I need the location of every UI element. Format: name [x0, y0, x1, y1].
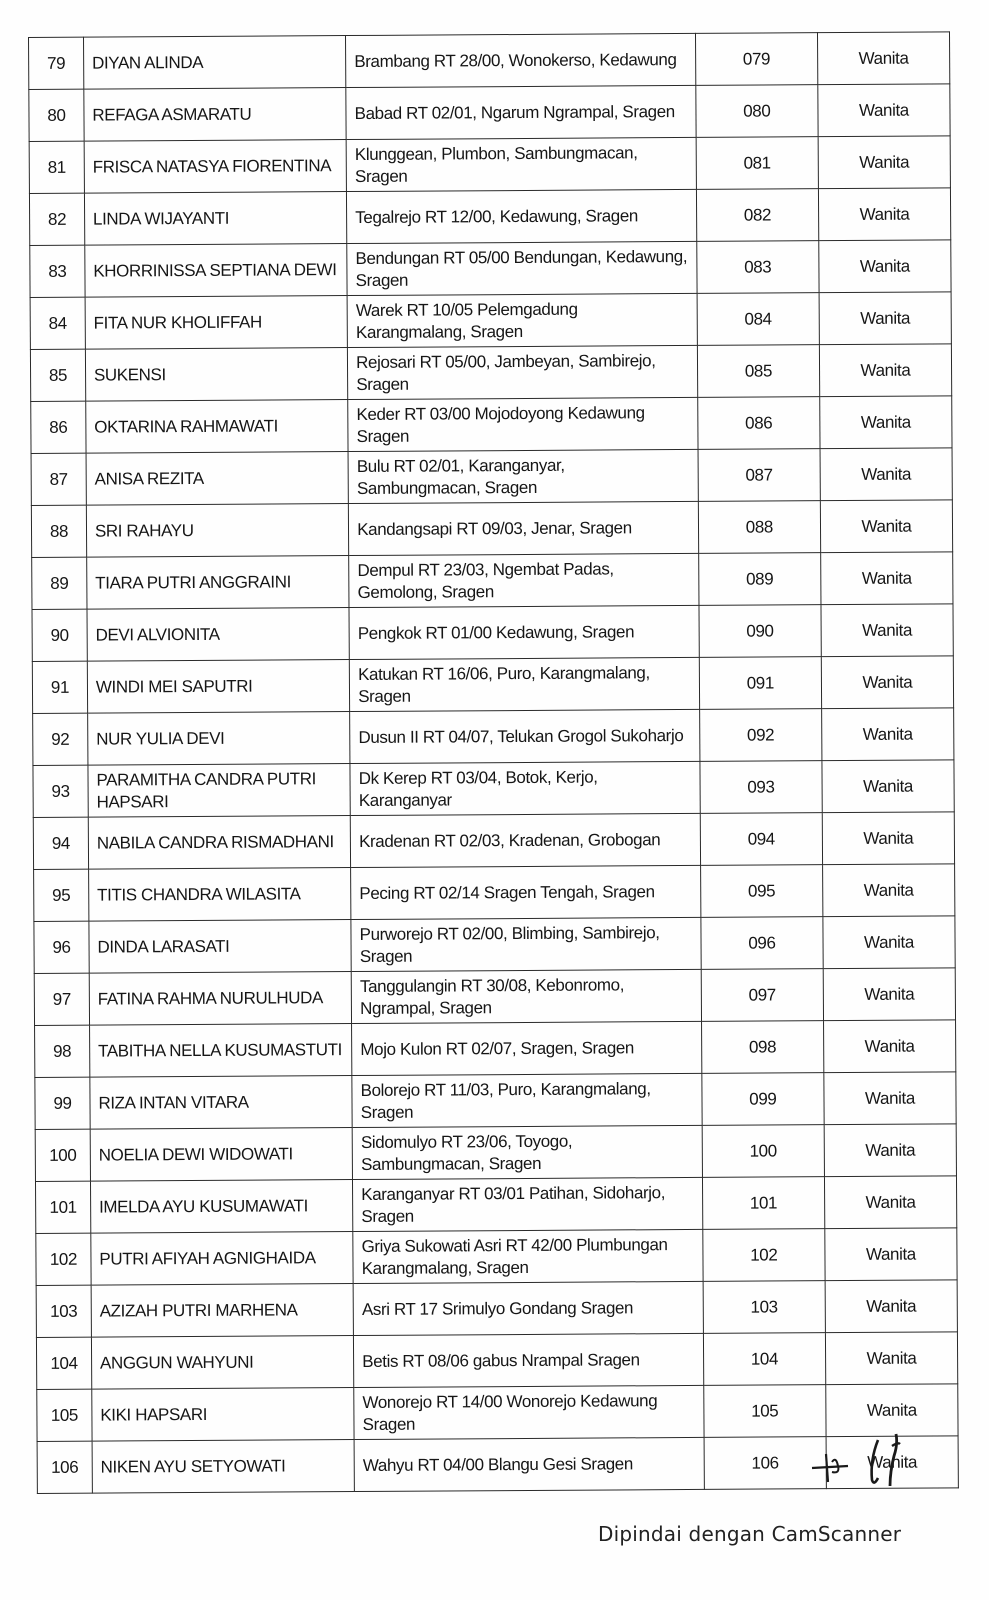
- row-number: 104: [36, 1337, 91, 1389]
- table-row: [33, 760, 954, 818]
- participant-gender: Wanita: [826, 1436, 958, 1489]
- participant-name: SRI RAHAYU: [86, 504, 349, 558]
- row-number: 90: [32, 609, 87, 661]
- participant-gender: Wanita: [819, 292, 951, 345]
- participant-name: NUR YULIA DEVI: [88, 712, 351, 766]
- participant-address: Klunggean, Plumbon, Sambungmacan, Sragen: [346, 137, 696, 191]
- participant-address: Karanganyar RT 03/01 Patihan, Sidoharjo, Sragen: [353, 1177, 703, 1231]
- row-number: 91: [32, 661, 87, 713]
- participant-address: Bolorejo RT 11/03, Puro, Karangmalang, Sragen: [352, 1073, 702, 1127]
- table-row: [35, 1020, 956, 1078]
- participant-address: Babad RT 02/01, Ngarum Ngrampal, Sragen: [346, 85, 696, 139]
- participant-code: 101: [702, 1177, 824, 1230]
- row-number: 81: [29, 141, 84, 193]
- participant-code: 095: [700, 865, 822, 918]
- participant-code: 102: [703, 1229, 825, 1282]
- participant-name: TIARA PUTRI ANGGRAINI: [87, 556, 350, 610]
- table-row: [34, 864, 955, 922]
- row-number: 105: [37, 1389, 92, 1441]
- participant-code: 093: [700, 761, 822, 814]
- participant-name: DIYAN ALINDA: [83, 36, 346, 90]
- participant-gender: Wanita: [819, 344, 951, 397]
- participant-gender: Wanita: [817, 32, 949, 85]
- participant-address: Brambang RT 28/00, Wonokerso, Kedawung: [346, 33, 696, 87]
- participant-gender: Wanita: [821, 656, 953, 709]
- handwritten-initials-icon: [808, 1432, 918, 1492]
- row-number: 82: [29, 193, 84, 245]
- table-row: [31, 500, 952, 558]
- row-number: 92: [33, 713, 88, 765]
- table-row: [34, 968, 955, 1026]
- row-number: 97: [34, 973, 89, 1025]
- participant-name: NIKEN AYU SETYOWATI: [92, 1440, 355, 1494]
- table-body: [29, 32, 959, 1494]
- table-row: [31, 448, 952, 506]
- participant-code: 096: [701, 917, 823, 970]
- participant-name: FITA NUR KHOLIFFAH: [85, 296, 348, 350]
- table-row: [35, 1176, 956, 1234]
- table-row: [32, 604, 953, 662]
- row-number: 84: [30, 297, 85, 349]
- participant-name: ANGGUN WAHYUNI: [91, 1336, 354, 1390]
- participant-address: Asri RT 17 Srimulyo Gondang Sragen: [353, 1281, 703, 1335]
- row-number: 98: [35, 1025, 90, 1077]
- participant-address: Keder RT 03/00 Mojodoyong Kedawung Sragen: [348, 397, 698, 451]
- participant-gender: Wanita: [821, 604, 953, 657]
- table-row: [30, 240, 951, 298]
- participant-gender: Wanita: [826, 1384, 958, 1437]
- table-row: [36, 1332, 957, 1390]
- participant-code: 098: [701, 1021, 823, 1074]
- participant-code: 092: [699, 709, 821, 762]
- participant-code: 090: [699, 605, 821, 658]
- row-number: 89: [32, 557, 87, 609]
- row-number: 87: [31, 453, 86, 505]
- participant-address: Tegalrejo RT 12/00, Kedawung, Sragen: [347, 189, 697, 243]
- table-row: [32, 552, 953, 610]
- participant-name: OKTARINA RAHMAWATI: [86, 400, 349, 454]
- participant-name: TITIS CHANDRA WILASITA: [88, 868, 351, 922]
- participant-code: 103: [703, 1281, 825, 1334]
- participant-name: REFAGA ASMARATU: [84, 88, 347, 142]
- participant-code: 105: [704, 1385, 826, 1438]
- participant-code: 104: [703, 1333, 825, 1386]
- participant-address: Purworejo RT 02/00, Blimbing, Sambirejo, Sragen: [351, 917, 701, 971]
- participant-address: Kradenan RT 02/03, Kradenan, Grobogan: [350, 813, 700, 867]
- participant-gender: Wanita: [824, 1124, 956, 1177]
- participant-gender: Wanita: [822, 760, 954, 813]
- table-row: [30, 292, 951, 350]
- participant-code: 084: [697, 293, 819, 346]
- participant-gender: Wanita: [820, 396, 952, 449]
- table-row: [33, 812, 954, 870]
- participant-address: Tanggulangin RT 30/08, Kebonromo, Ngrampal, Sragen: [351, 969, 701, 1023]
- participant-code: 081: [696, 137, 818, 190]
- participant-code: 100: [702, 1125, 824, 1178]
- participant-address: Kandangsapi RT 09/03, Jenar, Sragen: [349, 501, 699, 555]
- participant-name: RIZA INTAN VITARA: [90, 1076, 353, 1130]
- row-number: 86: [31, 401, 86, 453]
- participant-name: PUTRI AFIYAH AGNIGHAIDA: [91, 1232, 354, 1286]
- table-row: [30, 344, 951, 402]
- participant-address: Griya Sukowati Asri RT 42/00 Plumbungan Karangmalang, Sragen: [353, 1229, 703, 1283]
- participant-gender: Wanita: [824, 1176, 956, 1229]
- participant-gender: Wanita: [822, 812, 954, 865]
- row-number: 101: [35, 1181, 90, 1233]
- row-number: 93: [33, 765, 88, 817]
- participant-address: Pengkok RT 01/00 Kedawung, Sragen: [349, 605, 699, 659]
- table-row: [36, 1280, 957, 1338]
- participant-address: Pecing RT 02/14 Sragen Tengah, Sragen: [351, 865, 701, 919]
- participant-gender: Wanita: [822, 864, 954, 917]
- row-number: 102: [36, 1233, 91, 1285]
- participant-code: 091: [699, 657, 821, 710]
- participant-name: IMELDA AYU KUSUMAWATI: [90, 1180, 353, 1234]
- row-number: 79: [29, 37, 84, 89]
- participant-address: Bulu RT 02/01, Karanganyar, Sambungmacan, Sragen: [348, 449, 698, 503]
- table-row: [35, 1072, 956, 1130]
- participant-code: 082: [696, 189, 818, 242]
- participant-name: LINDA WIJAYANTI: [84, 192, 347, 246]
- participant-name: PARAMITHA CANDRA PUTRI HAPSARI: [88, 764, 351, 818]
- participant-name: DINDA LARASATI: [89, 920, 352, 974]
- participant-address: Wonorejo RT 14/00 Wonorejo Kedawung Sragen: [354, 1385, 704, 1439]
- participant-gender: Wanita: [821, 708, 953, 761]
- participant-gender: Wanita: [818, 84, 950, 137]
- participant-code: 087: [698, 449, 820, 502]
- participant-name: TABITHA NELLA KUSUMASTUTI: [89, 1024, 352, 1078]
- participant-gender: Wanita: [825, 1228, 957, 1281]
- participant-name: ANISA REZITA: [86, 452, 349, 506]
- table-row: [29, 32, 950, 90]
- participant-name: NABILA CANDRA RISMADHANI: [88, 816, 351, 870]
- participant-gender: Wanita: [825, 1280, 957, 1333]
- row-number: 94: [33, 817, 88, 869]
- participant-code: 085: [697, 345, 819, 398]
- participant-code: 086: [698, 397, 820, 450]
- participant-gender: Wanita: [823, 1020, 955, 1073]
- participant-address: Warek RT 10/05 Pelemgadung Karangmalang, Sragen: [347, 293, 697, 347]
- participant-name: AZIZAH PUTRI MARHENA: [91, 1284, 354, 1338]
- participant-code: 089: [699, 553, 821, 606]
- table-row: [29, 136, 950, 194]
- table-row: [31, 396, 952, 454]
- participant-gender: Wanita: [818, 136, 950, 189]
- participant-gender: Wanita: [819, 240, 951, 293]
- participant-gender: Wanita: [825, 1332, 957, 1385]
- participant-gender: Wanita: [823, 916, 955, 969]
- participant-name: FATINA RAHMA NURULHUDA: [89, 972, 352, 1026]
- row-number: 80: [29, 89, 84, 141]
- participant-gender: Wanita: [824, 1072, 956, 1125]
- participant-name: WINDI MEI SAPUTRI: [87, 660, 350, 714]
- row-number: 106: [37, 1441, 92, 1493]
- participant-address: Dempul RT 23/03, Ngembat Padas, Gemolong, Sragen: [349, 553, 699, 607]
- participant-address: Sidomulyo RT 23/06, Toyogo, Sambungmacan, Sragen: [352, 1125, 702, 1179]
- participant-code: 083: [697, 241, 819, 294]
- participant-code: 094: [700, 813, 822, 866]
- table-row: [29, 188, 950, 246]
- table-row: [35, 1124, 956, 1182]
- row-number: 103: [36, 1285, 91, 1337]
- participant-gender: Wanita: [823, 968, 955, 1021]
- participant-code: 106: [704, 1437, 826, 1490]
- participant-address: Bendungan RT 05/00 Bendungan, Kedawung, Sragen: [347, 241, 697, 295]
- participant-name: KIKI HAPSARI: [92, 1388, 355, 1442]
- row-number: 83: [30, 245, 85, 297]
- participant-gender: Wanita: [818, 188, 950, 241]
- table-row: [36, 1228, 957, 1286]
- participant-name: FRISCA NATASYA FIORENTINA: [84, 140, 347, 194]
- row-number: 85: [30, 349, 85, 401]
- row-number: 88: [31, 505, 86, 557]
- participant-gender: Wanita: [820, 552, 952, 605]
- participant-name: DEVI ALVIONITA: [87, 608, 350, 662]
- participant-gender: Wanita: [820, 448, 952, 501]
- row-number: 100: [35, 1129, 90, 1181]
- participant-address: Wahyu RT 04/00 Blangu Gesi Sragen: [354, 1437, 704, 1491]
- participant-address: Betis RT 08/06 gabus Nrampal Sragen: [354, 1333, 704, 1387]
- participant-code: 099: [702, 1073, 824, 1126]
- participant-name: KHORRINISSA SEPTIANA DEWI: [85, 244, 348, 298]
- participant-name: NOELIA DEWI WIDOWATI: [90, 1128, 353, 1182]
- participant-address: Mojo Kulon RT 02/07, Sragen, Sragen: [352, 1021, 702, 1075]
- table-row: [32, 656, 953, 714]
- table-row: [34, 916, 955, 974]
- participant-name: SUKENSI: [85, 348, 348, 402]
- table-row: [29, 84, 950, 142]
- participant-code: 097: [701, 969, 823, 1022]
- participant-address: Katukan RT 16/06, Puro, Karangmalang, Sragen: [349, 657, 699, 711]
- table-row: [33, 708, 954, 766]
- participant-address: Rejosari RT 05/00, Jambeyan, Sambirejo, Sragen: [348, 345, 698, 399]
- participant-code: 088: [698, 501, 820, 554]
- participant-code: 079: [695, 33, 817, 86]
- participant-address: Dusun II RT 04/07, Telukan Grogol Sukoharjo: [350, 709, 700, 763]
- row-number: 99: [35, 1077, 90, 1129]
- row-number: 95: [34, 869, 89, 921]
- participant-code: 080: [696, 85, 818, 138]
- camscanner-footer: Dipindai dengan CamScanner: [598, 1522, 902, 1546]
- participant-address: Dk Kerep RT 03/04, Botok, Kerjo, Karanganyar: [350, 761, 700, 815]
- participant-gender: Wanita: [820, 500, 952, 553]
- participant-table: [28, 31, 959, 1494]
- row-number: 96: [34, 921, 89, 973]
